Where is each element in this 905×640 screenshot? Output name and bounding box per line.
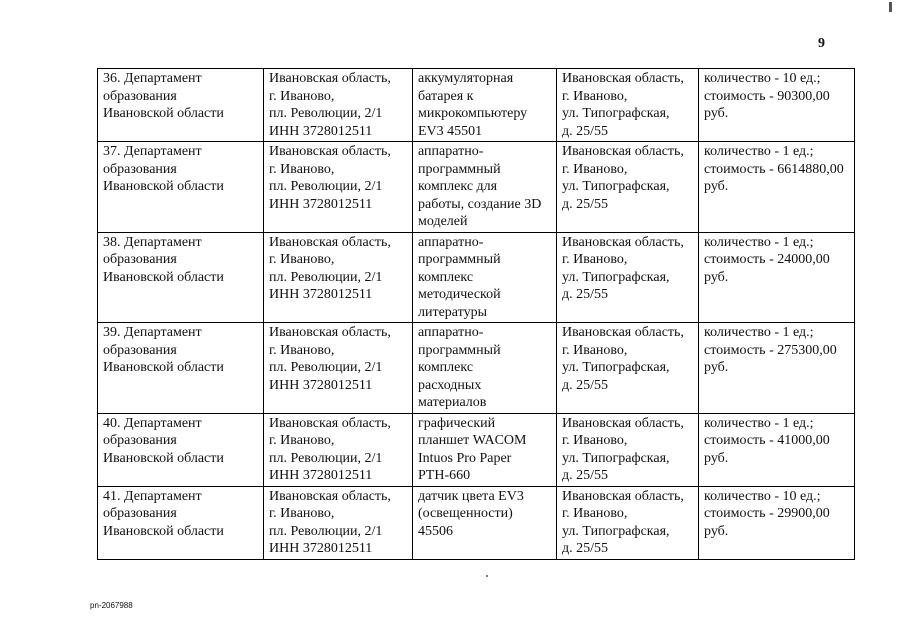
cell-text-line: комплекс xyxy=(418,269,474,285)
cell-text-line: количество - 1 ед.; xyxy=(704,415,814,431)
cell-text-line: д. 25/55 xyxy=(562,123,609,139)
cell-text-line: ИНН 3728012511 xyxy=(269,196,373,212)
address-cell xyxy=(264,69,413,142)
cell-text-line: г. Иваново, xyxy=(269,161,335,177)
document-id: pn-2067988 xyxy=(90,601,133,610)
cell-text-line: Ивановская область, xyxy=(269,234,391,250)
cell-text-line: стоимость - 90300,00 xyxy=(704,88,830,104)
cell-text-line: г. Иваново, xyxy=(269,506,335,521)
cell-text-line: г. Иваново, xyxy=(562,88,628,104)
address-cell xyxy=(264,486,413,559)
cell-text-line: пл. Революции, 2/1 xyxy=(269,360,383,375)
cell-text-line: стоимость - 24000,00 xyxy=(704,252,830,267)
cell-text-line: стоимость - 41000,00 xyxy=(704,433,830,448)
cell-text-line: ИНН 3728012511 xyxy=(269,123,373,139)
cell-text-line: PTH-660 xyxy=(418,468,471,483)
location-cell xyxy=(557,413,699,486)
registry-table xyxy=(97,68,855,560)
cell-text-line: ул. Типографская, xyxy=(562,360,670,375)
details-cell xyxy=(699,323,855,414)
cell-text-line: программный xyxy=(418,252,501,267)
cell-text-line: Ивановская область, xyxy=(269,488,391,504)
organization-cell xyxy=(98,69,264,142)
location-cell xyxy=(557,232,699,323)
cell-text-line: Ивановской области xyxy=(103,269,224,285)
cell-text-line: Ивановской области xyxy=(103,106,224,121)
cell-text-line: г. Иваново, xyxy=(269,433,335,448)
cell-text-line: пл. Революции, 2/1 xyxy=(269,523,383,539)
item-cell xyxy=(413,413,557,486)
cell-text-line: стоимость - 6614880,00 xyxy=(704,161,844,177)
details-cell xyxy=(699,486,855,559)
table-row xyxy=(98,232,855,323)
cell-text-line: 36. Департамент xyxy=(103,71,202,86)
cell-text-line: материалов xyxy=(418,395,487,410)
cell-text-line: количество - 1 ед.; xyxy=(704,144,814,159)
cell-text-line: работы, создание 3D xyxy=(418,196,542,212)
cell-text-line: образования xyxy=(103,506,177,521)
cell-text-line: образования xyxy=(103,161,177,177)
cell-text-line: г. Иваново, xyxy=(562,342,628,358)
item-cell xyxy=(413,486,557,559)
scan-corner-mark xyxy=(889,2,892,12)
item-cell xyxy=(413,232,557,323)
cell-text-line: аппаратно- xyxy=(418,325,484,340)
item-cell xyxy=(413,323,557,414)
cell-text-line: количество - 10 ед.; xyxy=(704,488,821,504)
item-cell xyxy=(413,142,557,233)
cell-text-line: стоимость - 275300,00 xyxy=(704,342,837,358)
item-cell xyxy=(413,69,557,142)
location-cell xyxy=(557,486,699,559)
cell-text-line: Ивановской области xyxy=(103,179,224,194)
cell-text-line: датчик цвета EV3 xyxy=(418,488,524,504)
address-cell xyxy=(264,413,413,486)
cell-text-line: г. Иваново, xyxy=(562,161,628,177)
cell-text-line: г. Иваново, xyxy=(269,342,335,358)
cell-text-line: пл. Революции, 2/1 xyxy=(269,106,383,121)
table-row xyxy=(98,142,855,233)
cell-text-line: руб. xyxy=(704,179,729,194)
cell-text-line: аккумуляторная xyxy=(418,71,514,86)
cell-text-line: 39. Департамент xyxy=(103,325,202,340)
cell-text-line: комплекс xyxy=(418,360,474,375)
cell-text-line: д. 25/55 xyxy=(562,468,609,483)
cell-text-line: образования xyxy=(103,433,177,448)
cell-text-line: руб. xyxy=(704,269,729,285)
cell-text-line: 37. Департамент xyxy=(103,144,202,159)
details-cell xyxy=(699,232,855,323)
cell-text-line: д. 25/55 xyxy=(562,196,609,212)
cell-text-line: пл. Революции, 2/1 xyxy=(269,269,383,285)
cell-text-line: моделей xyxy=(418,214,468,229)
cell-text-line: ул. Типографская, xyxy=(562,106,670,121)
cell-text-line: микрокомпьютеру xyxy=(418,106,528,121)
details-cell xyxy=(699,142,855,233)
organization-cell xyxy=(98,232,264,323)
table-row xyxy=(98,69,855,142)
table-row xyxy=(98,413,855,486)
page-number: 9 xyxy=(818,36,825,51)
cell-text-line: ул. Типографская, xyxy=(562,450,670,466)
organization-cell xyxy=(98,323,264,414)
cell-text-line: Ивановская область, xyxy=(269,325,391,340)
cell-text-line: комплекс для xyxy=(418,179,498,194)
cell-text-line: методической xyxy=(418,287,501,302)
address-cell xyxy=(264,142,413,233)
cell-text-line: г. Иваново, xyxy=(562,433,628,448)
cell-text-line: ИНН 3728012511 xyxy=(269,287,373,302)
cell-text-line: Ивановской области xyxy=(103,450,224,466)
cell-text-line: д. 25/55 xyxy=(562,287,609,302)
cell-text-line: ул. Типографская, xyxy=(562,179,670,194)
cell-text-line: количество - 10 ед.; xyxy=(704,71,821,86)
cell-text-line: ИНН 3728012511 xyxy=(269,541,373,556)
organization-cell xyxy=(98,413,264,486)
location-cell xyxy=(557,142,699,233)
cell-text-line: аппаратно- xyxy=(418,144,484,159)
cell-text-line: г. Иваново, xyxy=(269,252,335,267)
organization-cell xyxy=(98,486,264,559)
cell-text-line: программный xyxy=(418,342,501,358)
cell-text-line: Ивановская область, xyxy=(562,325,684,340)
cell-text-line: пл. Революции, 2/1 xyxy=(269,450,383,466)
details-cell xyxy=(699,413,855,486)
cell-text-line: 41. Департамент xyxy=(103,488,202,504)
cell-text-line: 38. Департамент xyxy=(103,234,202,250)
cell-text-line: г. Иваново, xyxy=(269,88,335,104)
cell-text-line: руб. xyxy=(704,106,729,121)
cell-text-line: д. 25/55 xyxy=(562,377,609,393)
organization-cell xyxy=(98,142,264,233)
cell-text-line: ИНН 3728012511 xyxy=(269,468,373,483)
cell-text-line: 45506 xyxy=(418,523,453,539)
cell-text-line: руб. xyxy=(704,450,729,466)
cell-text-line: EV3 45501 xyxy=(418,123,483,139)
cell-text-line: программный xyxy=(418,161,501,177)
cell-text-line: батарея к xyxy=(418,88,474,104)
cell-text-line: Ивановской области xyxy=(103,360,224,375)
cell-text-line: ул. Типографская, xyxy=(562,269,670,285)
cell-text-line: руб. xyxy=(704,360,729,375)
cell-text-line: Ивановская область, xyxy=(562,234,684,250)
cell-text-line: планшет WACOM xyxy=(418,433,527,448)
address-cell xyxy=(264,232,413,323)
registry-table-body xyxy=(98,69,855,560)
cell-text-line: Ивановская область, xyxy=(269,415,391,431)
cell-text-line: образования xyxy=(103,252,177,267)
cell-text-line: руб. xyxy=(704,523,729,539)
cell-text-line: образования xyxy=(103,342,177,358)
table-row xyxy=(98,486,855,559)
cell-text-line: 40. Департамент xyxy=(103,415,202,431)
cell-text-line: Ивановская область, xyxy=(562,488,684,504)
address-cell xyxy=(264,323,413,414)
cell-text-line: Ивановская область, xyxy=(562,71,684,86)
cell-text-line: Ивановская область, xyxy=(269,71,391,86)
scan-dot xyxy=(486,575,488,577)
cell-text-line: аппаратно- xyxy=(418,234,484,250)
cell-text-line: графический xyxy=(418,415,496,431)
cell-text-line: ул. Типографская, xyxy=(562,523,670,539)
cell-text-line: пл. Революции, 2/1 xyxy=(269,179,383,194)
cell-text-line: (освещенности) xyxy=(418,506,513,521)
cell-text-line: Ивановская область, xyxy=(562,415,684,431)
cell-text-line: Intuos Pro Paper xyxy=(418,450,512,466)
cell-text-line: образования xyxy=(103,88,177,104)
cell-text-line: литературы xyxy=(418,304,488,320)
cell-text-line: ИНН 3728012511 xyxy=(269,377,373,393)
cell-text-line: количество - 1 ед.; xyxy=(704,234,814,250)
table-row xyxy=(98,323,855,414)
details-cell xyxy=(699,69,855,142)
cell-text-line: Ивановская область, xyxy=(269,144,391,159)
cell-text-line: г. Иваново, xyxy=(562,506,628,521)
cell-text-line: д. 25/55 xyxy=(562,541,609,556)
cell-text-line: расходных xyxy=(418,377,482,393)
location-cell xyxy=(557,323,699,414)
cell-text-line: количество - 1 ед.; xyxy=(704,325,814,340)
cell-text-line: Ивановской области xyxy=(103,523,224,539)
location-cell xyxy=(557,69,699,142)
cell-text-line: г. Иваново, xyxy=(562,252,628,267)
cell-text-line: стоимость - 29900,00 xyxy=(704,506,830,521)
cell-text-line: Ивановская область, xyxy=(562,144,684,159)
